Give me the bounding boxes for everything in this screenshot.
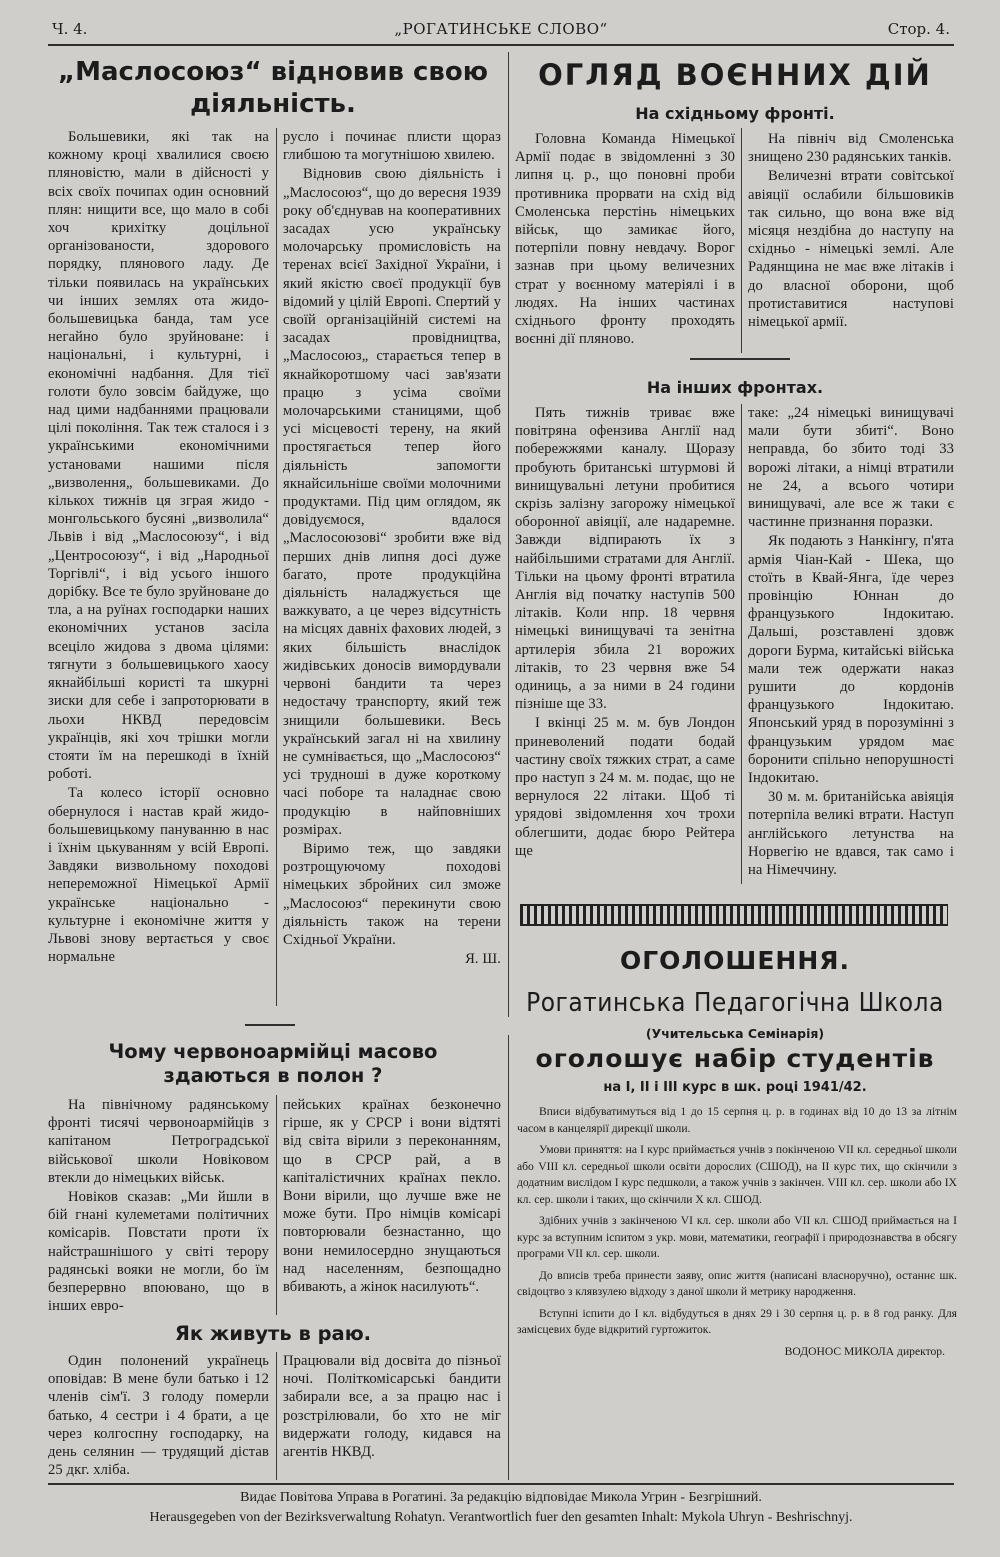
ad-paragraph: Здібних учнів з закінченою VI кл. сер. школи або VII кл. СШОД приймається на I курс за вступним іспитом з укр. мови, математики, географії і природознавства в обсягу програми VII кл. сер. школи. — [517, 1214, 957, 1260]
maslosoyuz-column-2 — [283, 128, 501, 969]
east-front-heading: На східньому фронті. — [635, 104, 835, 123]
ad-body — [517, 1104, 957, 1365]
chomu-title: Чому червоноармійці масово здаються в полон ? — [108, 1040, 438, 1087]
other-fronts-column-1 — [515, 404, 735, 861]
footer-rule — [48, 1483, 954, 1485]
ornament-divider — [245, 1024, 295, 1026]
east-front-column-divider — [741, 128, 742, 353]
east-front-column-2 — [748, 130, 954, 332]
chomu-column-2 — [283, 1096, 501, 1297]
oglyad-title: ОГЛЯД ВОЄННИХ ДІЙ — [538, 58, 932, 92]
page-header — [48, 18, 954, 42]
main-column-divider — [508, 52, 509, 1017]
school-name: Рогатинська Педагогічна Школа — [526, 988, 944, 1018]
paragraph: 30 м. м. британійська авіяція потерпіла великі втрати. Наступ англійського летунства на Норвегію не вдався, так само і на Німеччину. — [748, 789, 954, 879]
decorative-stripe — [520, 904, 948, 926]
paragraph: Як подають з Нанкінгу, п'ята армія Чіан-Кай - Шека, що стоїть в Квай-Янга, їде через провінцію Юннан до французького Індокитаю. Дальші, розставлені здовж дороги Бурма, китайські війська мали теж одержати наказ рушити до кордонів французького Індокитаю. Японський уряд в порозумінні з французьким урядом має боронити спільно непорушності Індокитаю. — [748, 533, 954, 787]
raj-title: Як живуть в раю. — [174, 1322, 372, 1345]
page-number: Стор. 4. — [887, 20, 950, 38]
issue-number: Ч. 4. — [52, 20, 88, 38]
header-rule — [48, 44, 954, 46]
bottom-column-divider — [508, 1035, 509, 1480]
ad-paragraph: Вписи відбуватимуться від 1 до 15 серпня ц. р. в годинах від 10 до 13 за літнім часом в канцелярії дирекції школи. — [517, 1105, 957, 1135]
ad-paragraph: Вступні іспити до I кл. відбудуться в днях 29 і 30 серпня ц. р. в 8 год ранку. Для замісцевих буде відкритий гуртожиток. — [517, 1306, 957, 1336]
paragraph: Величезні втрати совітської авіяції ослабили більшовиків так сильно, що вона вже від місяця нездібна до наступу на східньо - німецькі землі. Але Радянщина не має вже літаків і до власної оборони, щоб протиставитися наступові німецької армії. — [748, 168, 954, 331]
paragraph: Та колесо історії основно обернулося і настав край жидо-большевицькому пануванню в нас і їхнім цькуванням у всій Европі. Завдяки визвольному походові непереможної Німецької Армії українське національно - культурне і економічне життя у Львові знову вертається у своє нормальне — [48, 785, 269, 966]
director-signature: ВОДОНОС МИКОЛА директор. — [784, 1344, 945, 1358]
author-signature: Я. Ш. — [465, 951, 501, 968]
newspaper-name: „РОГАТИНСЬКЕ СЛОВО“ — [394, 20, 608, 38]
ad-title: ОГОЛОШЕННЯ. — [619, 946, 850, 975]
paragraph: Працювали від досвіта до пізньої ночі. Політкомісарські бандити забирали все, а за працю нас і розстрілювали, бо хто не міг видержати голоду, кидався на агентів НКВД. — [283, 1353, 501, 1461]
maslosoyuz-column-1 — [48, 128, 269, 967]
maslosoyuz-column-divider — [276, 128, 277, 1006]
paragraph: пейських країнах безконечно гірше, як у СРСР і вони відтяті від світа вірили з переконанням, що в СРСР рай, а в капіталістичних країнах пекло. Вони вірили, що лучше вже не може бути. Про німців комісарі повторювали безнастанно, що вони немилосердно знущаються над населенням, безпощадно вбивають, а жінок насилують“. — [283, 1097, 501, 1296]
other-fronts-column-2 — [748, 404, 954, 880]
paragraph: Головна Команда Німецької Армії подає в звідомленні з 30 липня ц. р., що поновні проби противника прорвати на схід від Смоленська перстінь німецьких військ, що замикає його, потерпіли повну невдачу. Ворог зазнав при цьому величезних страт у воєнному матеріялі і в людях. На інших частинах східнього фронту проходять воєнні дії пляново. — [515, 131, 735, 348]
school-subtitle: (Учительська Семінарія) — [645, 1026, 825, 1041]
maslosoyuz-title: „Маслосоюз“ відновив свою діяльність. — [58, 57, 488, 119]
raj-column-divider — [276, 1352, 277, 1480]
section-divider — [690, 358, 790, 360]
raj-column-2 — [283, 1352, 501, 1462]
raj-column-1 — [48, 1352, 269, 1480]
footer-ukrainian: Видає Повітова Управа в Рогатині. За редакцію відповідає Микола Угрин - Безгрішний. — [240, 1490, 762, 1505]
paragraph: Відновив свою діяльність і „Маслосоюз“, що до вересня 1939 року об'єднував на кооперативних засадах усю українську молочарську промисловість на теренах всієї Західної України, і який якістю своєї продукції був відомий у цілій Европі. Спертий у своїй організаційній системі на засадах провідництва, „Маслосоюз„ старається тепер в якнайкоротшому часі зав'язати працю з усіма своїми молочарськими станицями, щоб усі місцевості терену, на який простягається тепер його діяльність запомогти якнайсильніше своїми молочними продуктами. Під цим оглядом, як довідуємося, вдалося „Маслосоюзові“ зробити вже від перших днів липня досі дуже багато, проте продукційна діяльність наладжується ще важкувато, а це через відсутність на місцях давніх фахових людей, з яких більшість внаслідок жидівських доносів вимордували червоні бандити та через недостачу транспорту, який теж знищили большевики. Весь український загал ні на хвилину не сумнівається, що „Маслосоюз“ усі трудноші в дуже короткому часі поборе та наладнає свою продукцію в найповніших розмірах. — [283, 166, 501, 838]
other-fronts-heading: На інших фронтах. — [646, 378, 824, 397]
chomu-column-1 — [48, 1096, 269, 1316]
chomu-column-divider — [276, 1095, 277, 1315]
paragraph: Один полонений українець оповідав: В мене були батько і 12 членів сім'ї. З голоду померли батько, 4 сестри і 4 брати, а це через колгоспну господарку, на день селянин — трудящий дістав 25 дкг. хліба. — [48, 1353, 269, 1479]
ad-paragraph: Умови приняття: на I курс приймається учнів з покінченою VII кл. середньої школи або VIII кл. середньої школи освіти дорослих (СШОД), на II курс тих, що скінчили з додатним вислідом I курс педшколи, а також учнів з закінчен. VIII кл. сер. школи або IX кл. сер. школи і таких, що скінчили X кл. СШОД. — [517, 1143, 957, 1206]
paragraph: Віримо теж, що завдяки розтрощуючому походові німецьких збройних сил зможе „Маслосоюз“ перекинути свою діяльність також на терени Східньої України. — [283, 840, 501, 948]
paragraph: таке: „24 німецькі винищувачі мали бути збиті“. Воно неправда, бо збито тоді 33 ворожі літаки, а німці втратили не 24, а всього чотири винищувачі, але все ж таки є частинне признання поразки. — [748, 405, 954, 531]
paragraph: На північному радянському фронті тисячі червоноармійців з капітаном Петроградської військової школи Новіковом втекли до німецьких військ. — [48, 1097, 269, 1186]
course-years: на I, II і III курс в шк. році 1941/42. — [603, 1080, 867, 1095]
east-front-column-1 — [515, 130, 735, 349]
footer — [48, 1488, 954, 1528]
footer-german: Herausgegeben von der Bezirksverwaltung Rohatyn. Verantwortlich fuer den gesamten Inhalt: Mykola Uhryn - Beshrischnyj. — [149, 1510, 853, 1525]
paragraph: Большевики, які так на кожному кроці хвалилися своєю пляновістю, мали в дійсності у всіх своїх почипах один основний плян: нищити все, що мало в собі хоч крихітку доцільної організованости, здорового порядку, плянового ладу. Де тільки появилась на українських чи інших землях ота жидо- большевицька банда, там усе негайно було зруйноване: і національні, і культурні, і економічні надбання. Для тієї голоти було зовсім байдуже, що над цими надбаннями працювали цілі покоління. Так теж сталося і з українськими економічними установами нашими після „визволення„ большевиками. До кількох тижнів ця зграя жидо - монгольського бусяні „визволила“ Львів і від „Маслосоюзу“, і від „Центросоюзу“, і від „Народньої Торгівлі“, і від усього іншого дорібку. Все те було зруйноване до тла, а на руїнах господарки наших економічних установ засіла всеціло жидова з двома цілями: тягнути з большевицького хаосу якнайбільші користі та шкурні зиски для себе і запроторювати в льохи НКВД передовсім українців, які хоч трішки могли стояти їм на перешкоді в їхній роботі. — [48, 129, 269, 783]
paragraph: русло і починає плисти щораз глибшою та могутнішою хвилею. — [283, 129, 501, 164]
paragraph: На північ від Смоленська знищено 230 радянських танків. — [748, 131, 954, 166]
paragraph: І вкінці 25 м. м. був Лондон приневолений подати бодай частину своїх тяжких страт, а саме про наступ з 24 м. м. подає, що не вернулося 22 літаки. Щоб ті урядові звідомлення хоч трохи облегшити, додає бюро Рейтера ще — [515, 715, 735, 859]
other-front-column-divider — [741, 404, 742, 884]
paragraph: Новіков сказав: „Ми йшли в бій гнані кулеметами політичних комісарів. Повстати проти їх найстрашнішого у світі терору радянські вояки не могли, бо їм безперервно впоювано, що в інших евро- — [48, 1189, 269, 1315]
ad-paragraph: До вписів треба принести заяву, опис життя (написані власноручно), останнє шк. свідоцтво з клявзулею відходу з даної школи й метрику народження. — [517, 1268, 957, 1298]
announcement: оголошує набір студентів — [535, 1044, 935, 1073]
paragraph: Пять тижнів триває вже повітряна офензива Англії над побережжями каналу. Щоразу пробують британські штурмові й винищувальні летуни пробитися скрізь залізну загорожу німецької оборонної авіяції, але надаремне. Завжди відпирають їх з найбільшими стратами для Англії. Тільки на цьому фронті втратила Англія від початку наступів 500 літаків. Коли нпр. 18 червня німецькі винищувачі та зенітна артилерія збила 21 ворожих літаків, то 23 червня вже 54 одиниць, а за ними в 24 години пізніше ще 33. — [515, 405, 735, 713]
